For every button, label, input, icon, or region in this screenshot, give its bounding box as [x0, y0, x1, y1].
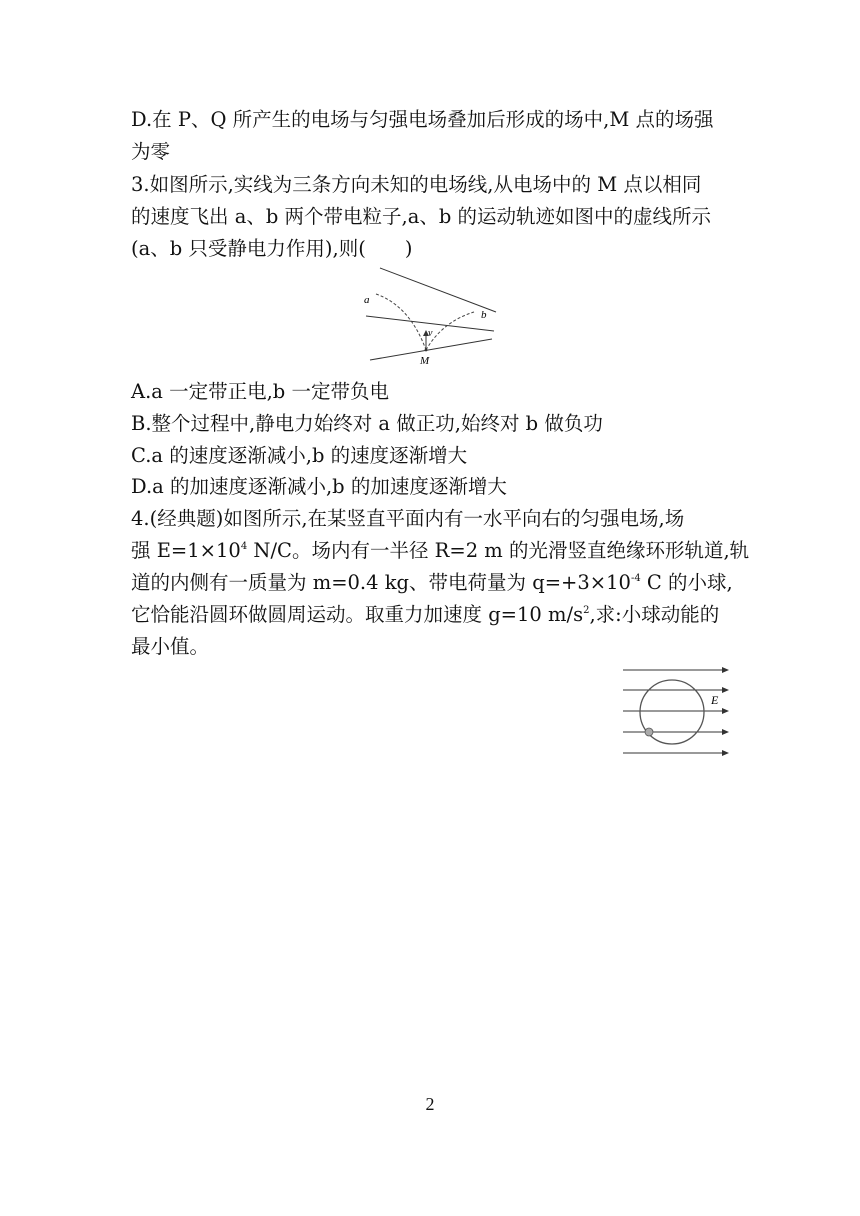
q4-line2	[131, 537, 749, 565]
q3-option-d: D.a 的加速度逐渐减小,b 的加速度逐渐增大	[131, 475, 507, 498]
q4-line2-pre: 强 E=1×10	[131, 539, 241, 562]
label-a: a	[364, 294, 370, 306]
charged-ball	[645, 728, 653, 736]
trajectory-b	[426, 312, 474, 350]
q4-line3-exp: -4	[630, 573, 641, 584]
label-M: M	[420, 355, 430, 367]
q2-option-d-line1: D.在 P、Q 所产生的电场与匀强电场叠加后形成的场中,M 点的场强	[131, 108, 714, 131]
q2-option-d-line2: 为零	[131, 140, 171, 163]
q4-line3	[131, 569, 733, 597]
q4-ring-field-figure	[620, 664, 732, 760]
q3-option-c: C.a 的速度逐渐减小,b 的速度逐渐增大	[131, 444, 468, 467]
q4-line2-exp: 4	[240, 541, 248, 552]
q3-stem-line1: 3.如图所示,实线为三条方向未知的电场线,从电场中的 M 点以相同	[131, 173, 702, 196]
q4-line3-pre: 道的内侧有一质量为 m=0.4 kg、带电荷量为 q=+3×10	[131, 571, 631, 594]
point-M	[425, 349, 428, 352]
q4-line4-pre: 它恰能沿圆环做圆周运动。取重力加速度 g=10 m/s	[131, 603, 584, 626]
field-line-top	[380, 268, 496, 312]
field-line-bottom	[370, 339, 492, 360]
q3-field-line-figure	[358, 264, 498, 370]
page-number: 2	[425, 1094, 435, 1114]
q4-line4-exp: 2	[583, 605, 590, 616]
q4-line4-post: ,求:小球动能的	[589, 603, 720, 626]
q3-stem-line3: (a、b 只受静电力作用),则( )	[131, 237, 413, 260]
label-v: v	[428, 328, 433, 339]
label-E: E	[711, 693, 719, 707]
label-b: b	[481, 309, 487, 321]
q4-line4	[131, 601, 719, 629]
q4-line3-post: C 的小球,	[640, 571, 733, 594]
q4-line2-post: N/C。场内有一半径 R=2 m 的光滑竖直绝缘环形轨道,轨	[247, 539, 750, 562]
q3-stem-line2: 的速度飞出 a、b 两个带电粒子,a、b 的运动轨迹如图中的虚线所示	[131, 205, 712, 228]
q3-option-b: B.整个过程中,静电力始终对 a 做正功,始终对 b 做负功	[131, 412, 603, 435]
q4-line5: 最小值。	[131, 635, 210, 658]
q4-line1: 4.(经典题)如图所示,在某竖直平面内有一水平向右的匀强电场,场	[131, 507, 685, 530]
q3-option-a: A.a 一定带正电,b 一定带负电	[131, 380, 389, 403]
